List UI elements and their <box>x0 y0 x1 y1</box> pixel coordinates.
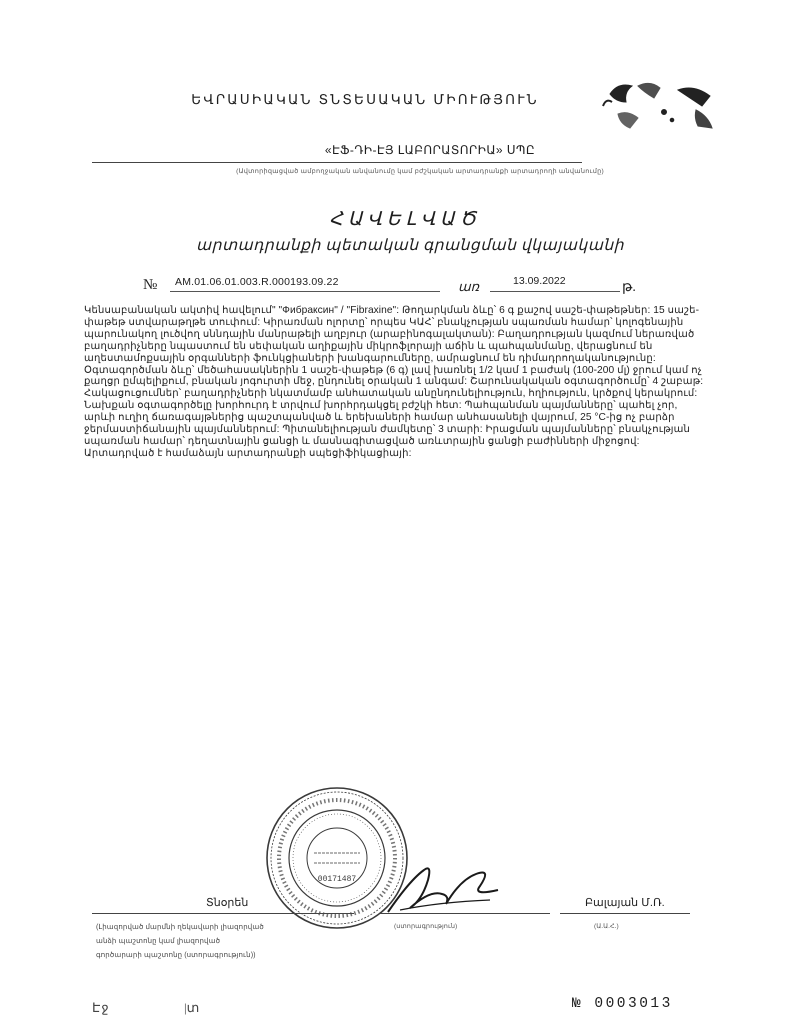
divider <box>92 162 582 163</box>
product-description <box>84 305 710 460</box>
date-label: առ <box>458 279 480 294</box>
signature-underline <box>380 913 550 914</box>
signature <box>380 850 510 920</box>
director-underline <box>92 913 354 914</box>
laboratory-caption: (Ավտորիզացված ամբողջական անվանումը կամ բժշկական արտադրանքի արտադրողի անվանումը) <box>236 168 604 175</box>
director-title: Տնօրեն <box>206 897 249 909</box>
year-mark: թ. <box>622 280 636 295</box>
page-mark-2: |տ <box>184 1000 200 1015</box>
head-caption <box>96 920 326 962</box>
name-caption: (Ա.Ա.Հ.) <box>594 923 619 930</box>
description-paragraph: Կենսաբանական ակտիվ հավելում" "Фибраксин" / "Fibraxine": Թողարկման ձևը՝ 6 գ քաշով սաշե-փաթեթներ: 15 սաշե-փաթեթ ստվարաթղթե տուփում: Կիրառման ոլորտը՝ որպես ԿԱՀ՝ բնակչության սպառման համար՝ կոլոգենային պարունակող լուծվող սննդային մանրաթելի աղբյուր (արաբինոգալակտան): Բաղադրության կազմում ներառված բաղադրիչները նպաստում են սեփական աղիքային միկրոֆլորայի աճին և պահպանմանը, վերացնում են աղեստամոքսային օրգանների ֆունկցիաների խանգարումները, ամրացնում են դիմադրողականությունը: Օգտագործման ձևը՝ մեծահասակներին 1 սաշե-փաթեթ (6 գ) լավ խառնել 1/2 կամ 1 բաժակ (100-200 մլ) ջրում կամ ոչ քաղցր ըմպելիքում, բնական յոգուրտի մեջ, ընդունել օրական 1 անգամ: Շարունակական օգտագործումը՝ 4 շաբաթ: Հակացուցումներ՝ բաղադրիչների նկատմամբ անհատական անընդունելիություն, հղիություն, կրծքով կերակրում: Նախքան օգտագործելը խորհուրդ է տրվում խորհրդակցել բժշկի հետ: Պահպանման պայմանները՝ պահել չոր, արևի ուղիղ ճառագայթներից պաշտպանված և երեխաների համար անհասանելի վայրում, 25 °C-ից ոչ բարձր ջերմաստիճանային պայմաններում: Պիտանելիության ժամկետը՝ 3 տարի: Իրացման պայմանները՝ բնակչության սպառման համար՝ դեղատնային ցանցի և մասնագիտացված առևտրային ցանցի բաժինների միջոցով: Արտադրված է համաձայն արտադրանքի սպեցիֆիկացիայի: <box>84 305 704 459</box>
head-caption-line: (Լիազորված մարմնի ղեկավարի լիազորված <box>96 922 264 931</box>
certificate-number: AM.01.06.01.003.R.000193.09.22 <box>175 276 339 288</box>
number-underline <box>170 291 440 292</box>
signature-caption: (ստորագրություն) <box>394 923 458 930</box>
number-sign: № <box>143 277 158 293</box>
name-underline <box>560 913 690 914</box>
document-subtitle: արտադրանքի պետական գրանցման վկայականի <box>196 237 624 254</box>
union-heading: ԵՎՐԱՍԻԱԿԱՆ ՏՆՏԵՍԱԿԱՆ ՄԻՈՒԹՅՈՒՆ <box>191 92 539 107</box>
page-mark: Էջ <box>92 1000 110 1015</box>
signer-name: Բալայան Մ.Ռ. <box>585 897 665 909</box>
serial-number: № 0003013 <box>572 996 673 1012</box>
laboratory-name: «ԷՖ-ԴԻ-ԷՅ ԼԱԲՈՐԱՏՈՐԻԱ» ՍՊԸ <box>324 143 536 157</box>
document-title: ՀԱՎԵԼՎԱԾ <box>329 209 481 230</box>
head-caption-line: գործարարի պաշտոնը (ստորագրություն)) <box>96 950 256 959</box>
certificate-date: 13.09.2022 <box>513 275 566 287</box>
date-underline <box>490 291 620 292</box>
stamp-number: 00171487 <box>317 875 357 884</box>
head-caption-line: անձի պաշտոնը կամ լիազորված <box>96 936 221 945</box>
emblem-logo <box>598 76 718 136</box>
